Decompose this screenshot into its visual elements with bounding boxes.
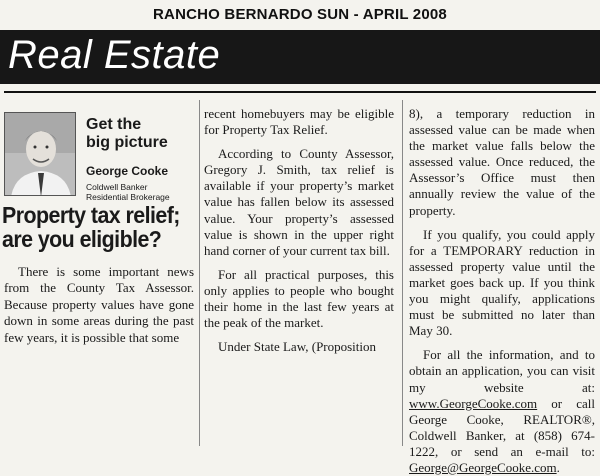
author-name: George Cooke [86, 164, 169, 178]
paragraph-6-text: or call George Cooke, REALTOR®, Coldwell Banker, at (858) 674-1222, or send an e-mail to: [409, 395, 595, 459]
section-banner [0, 30, 600, 84]
company-line: Residential Brokerage [86, 192, 170, 202]
column-divider [402, 100, 403, 446]
paragraph-6 [409, 347, 595, 476]
article-column-1 [4, 264, 194, 346]
kicker-line: Get the [86, 116, 142, 133]
column-kicker [86, 116, 196, 152]
author-company [86, 182, 200, 202]
headline [2, 203, 184, 251]
section-title: Real Estate [8, 33, 221, 77]
website-link[interactable]: www.GeorgeCooke.com [409, 395, 538, 411]
paragraph-4-end: 8), a temporary reduction in assessed value can be made when the market value falls below the assessed value. Once reduced, the Assessor’s Office must then annually review the value of the property. [409, 106, 595, 218]
paragraph-4-start: Under State Law, (Proposition [218, 339, 377, 355]
paragraph-3: For all practical purposes, this only applies to people who bought their home in the last few years at the peak of the market. [204, 266, 394, 331]
paragraph-6-text: . [556, 459, 560, 475]
author-photo [4, 112, 76, 196]
email-link[interactable]: George@GeorgeCooke.com [409, 459, 557, 475]
article-column-3 [409, 106, 595, 476]
divider-rule [4, 91, 596, 93]
paragraph-1-end: recent homebuyers may be eligible for Property Tax Relief. [204, 106, 394, 138]
column-divider [199, 100, 200, 446]
kicker-line: big picture [86, 134, 168, 151]
paragraph-1-start: There is some important news from the County Tax Assessor. Because property values have gone down in some areas during the past few years, it is possible that some [4, 264, 194, 345]
masthead: RANCHO BERNARDO SUN - APRIL 2008 [153, 6, 447, 23]
paragraph-6-text: For all the information, and to obtain an application, you can visit my website at: [409, 347, 595, 395]
headline-line: are you eligible? [2, 226, 162, 252]
portrait-image [5, 113, 76, 196]
paragraph-5: If you qualify, you could apply for a TEMPORARY reduction in assessed property value until the market goes back up. If you think you might qualify, applications must be submitted no later than May 30. [409, 226, 595, 339]
paragraph-2: According to County Assessor, Gregory J. Smith, tax relief is available if your property’s market value has fallen below its assessed value. Your property’s assessed value is shown in the upper right hand corner of your current tax bill. [204, 146, 394, 258]
company-line: Coldwell Banker [86, 182, 148, 192]
headline-line: Property tax relief; [2, 202, 180, 228]
article-column-2 [204, 106, 394, 355]
